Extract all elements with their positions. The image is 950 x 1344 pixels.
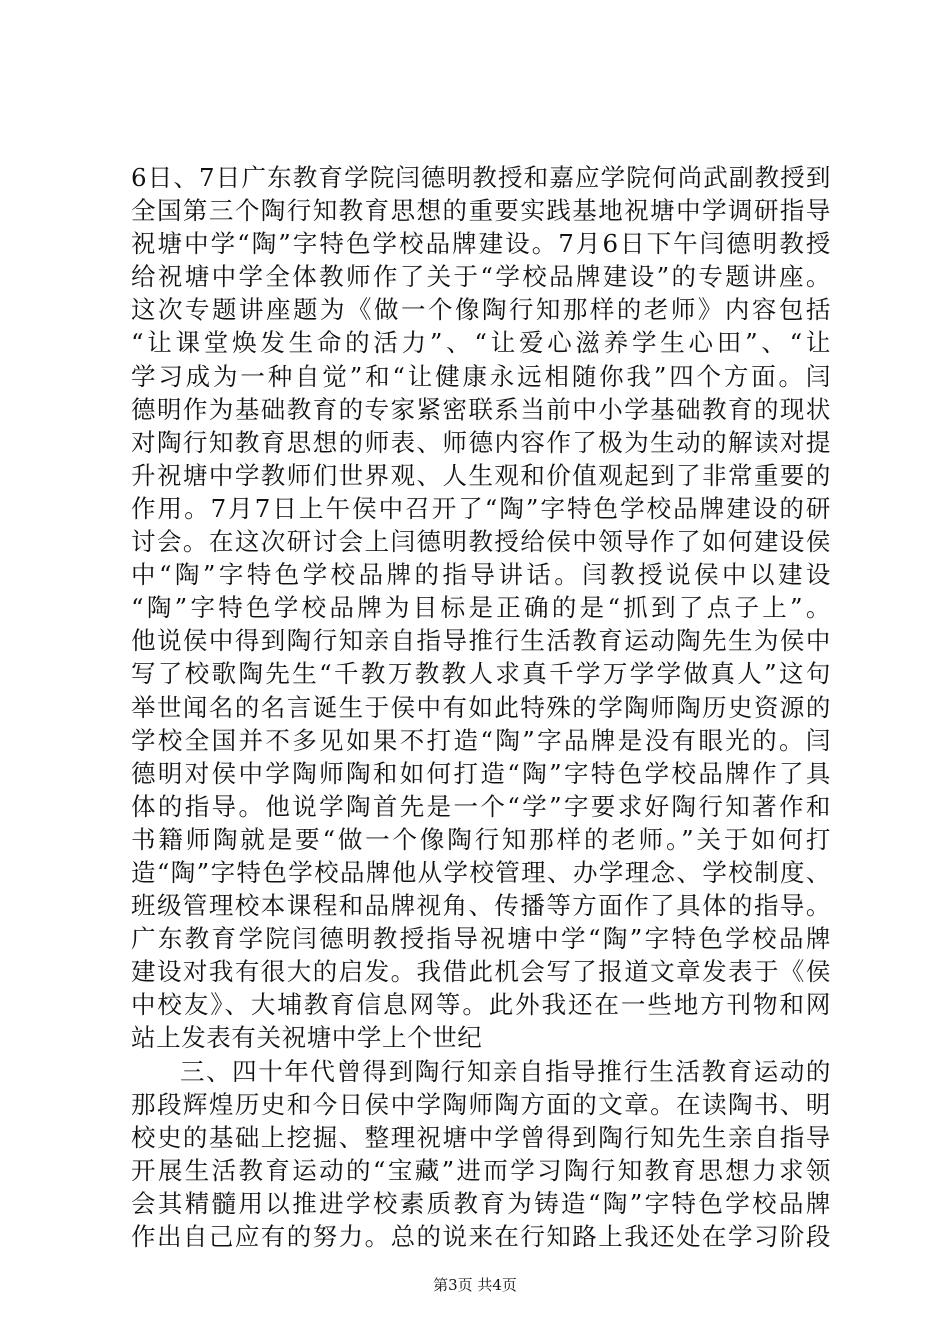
text-line: 他说侯中得到陶行知亲自指导推行生活教育运动陶先生为侯中	[131, 626, 831, 656]
text-line: “让课堂焕发生命的活力”、“让爱心滋养学生心田”、“让	[131, 328, 831, 358]
paragraph-first-line: 三、四十年代曾得到陶行知亲自指导推行生活教育运动的	[180, 1056, 831, 1086]
text-line: 给祝塘中学全体教师作了关于“学校品牌建设”的专题讲座。	[131, 262, 831, 292]
text-line: 书籍师陶就是要“做一个像陶行知那样的老师。”关于如何打	[131, 824, 831, 854]
text-line: 建设对我有很大的启发。我借此机会写了报道文章发表于《侯	[131, 957, 831, 987]
page-footer	[0, 1275, 950, 1295]
text-line: 讨会。在这次研讨会上闫德明教授给侯中领导作了如何建设侯	[131, 527, 831, 557]
text-line: 体的指导。他说学陶首先是一个“学”字要求好陶行知著作和	[131, 791, 831, 821]
text-line: 6日、7日广东教育学院闫德明教授和嘉应学院何尚武副教授到	[131, 163, 831, 192]
text-line: 中“陶”字特色学校品牌的指导讲话。闫教授说侯中以建设	[131, 560, 831, 590]
text-line: 祝塘中学“陶”字特色学校品牌建设。7月6日下午闫德明教授	[131, 229, 831, 259]
text-line: 会其精髓用以推进学校素质教育为铸造“陶”字特色学校品牌	[131, 1188, 831, 1218]
page-number: 第3页 共4页	[433, 1276, 517, 1294]
text-line: 广东教育学院闫德明教授指导祝塘中学“陶”字特色学校品牌	[131, 924, 831, 954]
text-line: 开展生活教育运动的“宝藏”进而学习陶行知教育思想力求领	[131, 1155, 831, 1185]
text-line: 举世闻名的名言诞生于侯中有如此特殊的学陶师陶历史资源的	[131, 692, 831, 722]
text-line: “陶”字特色学校品牌为目标是正确的是“抓到了点子上”。	[131, 593, 831, 623]
text-line: 学校全国并不多见如果不打造“陶”字品牌是没有眼光的。闫	[131, 725, 831, 755]
text-line: 升祝塘中学教师们世界观、人生观和价值观起到了非常重要的	[131, 460, 831, 490]
text-line: 这次专题讲座题为《做一个像陶行知那样的老师》内容包括	[131, 295, 831, 325]
text-line: 写了校歌陶先生“千教万教教人求真千学万学学做真人”这句	[131, 659, 831, 689]
text-line: 对陶行知教育思想的师表、师德内容作了极为生动的解读对提	[131, 427, 831, 457]
text-line: 中校友》、大埔教育信息网等。此外我还在一些地方刊物和网	[131, 990, 831, 1020]
body-text	[131, 161, 831, 1253]
text-line: 德明对侯中学陶师陶和如何打造“陶”字特色学校品牌作了具	[131, 758, 831, 788]
text-line: 班级管理校本课程和品牌视角、传播等方面作了具体的指导。	[131, 891, 831, 921]
text-line: 作出自己应有的努力。总的说来在行知路上我还处在学习阶段	[131, 1222, 831, 1251]
text-line: 校史的基础上挖掘、整理祝塘中学曾得到陶行知先生亲自指导	[131, 1122, 831, 1152]
text-line: 德明作为基础教育的专家紧密联系当前中小学基础教育的现状	[131, 394, 831, 424]
text-line: 全国第三个陶行知教育思想的重要实践基地祝塘中学调研指导	[131, 196, 831, 226]
text-line: 作用。7月7日上午侯中召开了“陶”字特色学校品牌建设的研	[131, 493, 831, 523]
text-line: 那段辉煌历史和今日侯中学陶师陶方面的文章。在读陶书、明	[131, 1089, 831, 1119]
text-line: 站上发表有关祝塘中学上个世纪	[131, 1023, 483, 1053]
text-line: 学习成为一种自觉”和“让健康永远相随你我”四个方面。闫	[131, 361, 831, 391]
text-line: 造“陶”字特色学校品牌他从学校管理、办学理念、学校制度、	[131, 857, 831, 887]
